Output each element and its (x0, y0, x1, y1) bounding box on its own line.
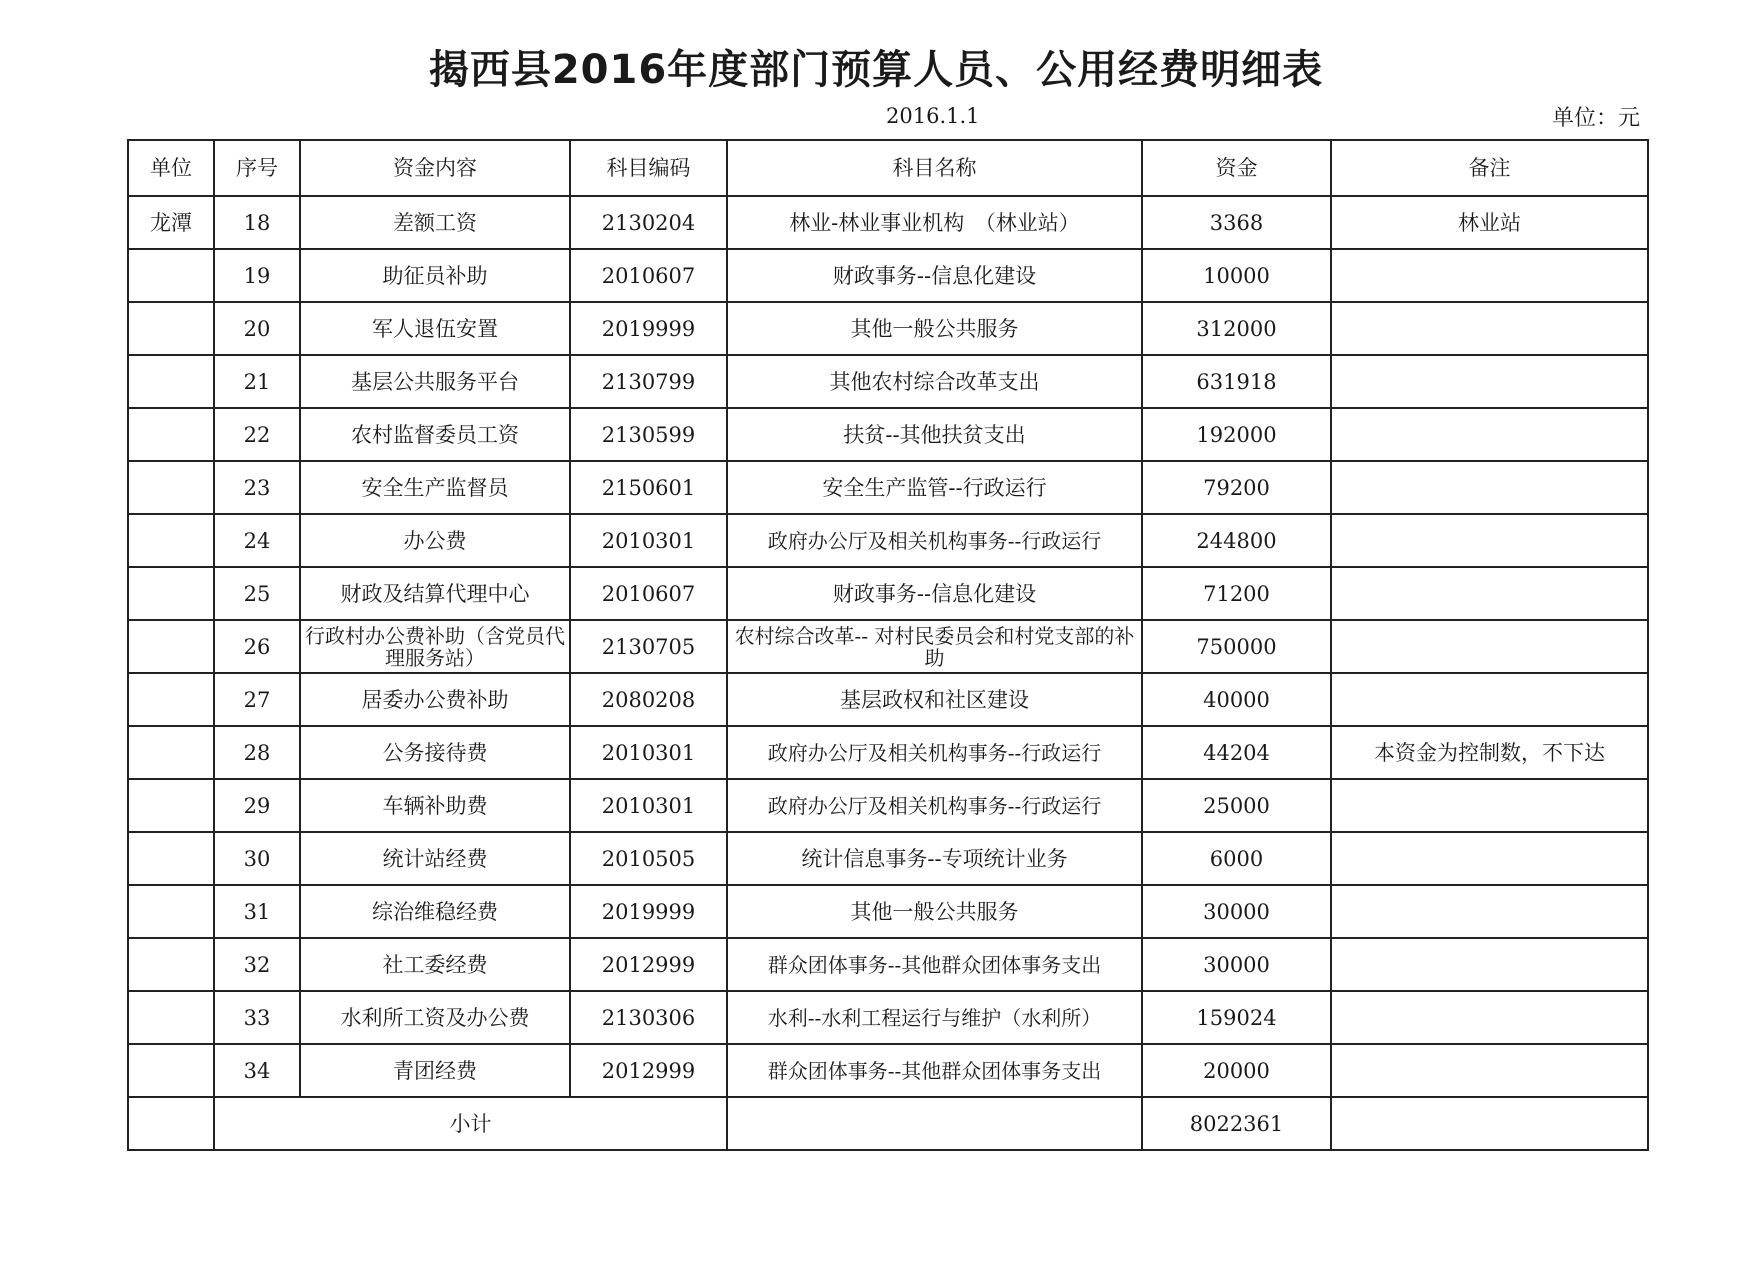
table-row (128, 938, 1648, 991)
cell-amount: 3368 (1142, 196, 1331, 249)
cell-content: 农村监督委员工资 (300, 408, 570, 461)
cell-content: 办公费 (300, 514, 570, 567)
cell-name: 其他一般公共服务 (727, 885, 1142, 938)
cell-code: 2080208 (570, 673, 727, 726)
cell-unit (128, 938, 214, 991)
cell-unit: 龙潭 (128, 196, 214, 249)
cell-note (1331, 249, 1648, 302)
cell-no: 21 (214, 355, 300, 408)
cell-note (1331, 885, 1648, 938)
cell-name: 农村综合改革-- 对村民委员会和村党支部的补助 (727, 620, 1142, 673)
cell-amount: 10000 (1142, 249, 1331, 302)
cell-note: 林业站 (1331, 196, 1648, 249)
cell-note: 本资金为控制数，不下达 (1331, 726, 1648, 779)
cell-code: 2010301 (570, 514, 727, 567)
cell-content: 基层公共服务平台 (300, 355, 570, 408)
cell-amount: 20000 (1142, 1044, 1331, 1097)
cell-note (1331, 567, 1648, 620)
table-body (128, 140, 1648, 1150)
cell-code: 2150601 (570, 461, 727, 514)
cell-unit (128, 832, 214, 885)
table-row (128, 620, 1648, 673)
cell-code: 2130705 (570, 620, 727, 673)
subtotal-amount: 8022361 (1142, 1097, 1331, 1150)
cell-amount: 6000 (1142, 832, 1331, 885)
cell-code: 2019999 (570, 885, 727, 938)
table-row (128, 461, 1648, 514)
table-row (128, 302, 1648, 355)
cell-no: 31 (214, 885, 300, 938)
cell-code: 2010607 (570, 567, 727, 620)
table-row (128, 885, 1648, 938)
cell-amount: 631918 (1142, 355, 1331, 408)
document-title: 揭西县2016年度部门预算人员、公用经费明细表 (428, 47, 1324, 93)
cell-note (1331, 620, 1648, 673)
header-content: 资金内容 (300, 140, 570, 196)
cell-amount: 312000 (1142, 302, 1331, 355)
subtotal-row (128, 1097, 1648, 1150)
cell-no: 20 (214, 302, 300, 355)
cell-content: 水利所工资及办公费 (300, 991, 570, 1044)
header-note: 备注 (1331, 140, 1648, 196)
cell-content: 行政村办公费补助（含党员代理服务站） (300, 620, 570, 673)
cell-name: 其他一般公共服务 (727, 302, 1142, 355)
cell-code: 2012999 (570, 938, 727, 991)
cell-name: 政府办公厅及相关机构事务--行政运行 (727, 514, 1142, 567)
cell-no: 30 (214, 832, 300, 885)
cell-amount: 750000 (1142, 620, 1331, 673)
cell-no: 33 (214, 991, 300, 1044)
cell-code: 2019999 (570, 302, 727, 355)
table-row (128, 408, 1648, 461)
subtotal-label: 小计 (214, 1097, 727, 1150)
cell-code: 2130306 (570, 991, 727, 1044)
header-unit: 单位 (128, 140, 214, 196)
table-row (128, 355, 1648, 408)
cell-no: 34 (214, 1044, 300, 1097)
cell-no: 27 (214, 673, 300, 726)
cell-note (1331, 673, 1648, 726)
subtotal-blank-unit (128, 1097, 214, 1150)
cell-content: 安全生产监督员 (300, 461, 570, 514)
cell-unit (128, 461, 214, 514)
table-row (128, 832, 1648, 885)
cell-note (1331, 302, 1648, 355)
cell-note (1331, 461, 1648, 514)
header-name: 科目名称 (727, 140, 1142, 196)
cell-name: 政府办公厅及相关机构事务--行政运行 (727, 779, 1142, 832)
cell-note (1331, 779, 1648, 832)
cell-content: 车辆补助费 (300, 779, 570, 832)
cell-note (1331, 938, 1648, 991)
cell-unit (128, 355, 214, 408)
cell-content: 社工委经费 (300, 938, 570, 991)
cell-name: 扶贫--其他扶贫支出 (727, 408, 1142, 461)
cell-note (1331, 1044, 1648, 1097)
cell-amount: 244800 (1142, 514, 1331, 567)
unit-label: 单位：元 (1552, 106, 1641, 131)
table-row (128, 991, 1648, 1044)
cell-unit (128, 726, 214, 779)
cell-no: 29 (214, 779, 300, 832)
cell-content: 居委办公费补助 (300, 673, 570, 726)
cell-name: 水利--水利工程运行与维护（水利所） (727, 991, 1142, 1044)
cell-note (1331, 991, 1648, 1044)
table-row (128, 249, 1648, 302)
cell-no: 28 (214, 726, 300, 779)
table-row (128, 196, 1648, 249)
cell-no: 32 (214, 938, 300, 991)
cell-unit (128, 567, 214, 620)
cell-code: 2130599 (570, 408, 727, 461)
cell-content: 青团经费 (300, 1044, 570, 1097)
subtotal-blank-note (1331, 1097, 1648, 1150)
cell-code: 2130799 (570, 355, 727, 408)
table-row (128, 1044, 1648, 1097)
cell-name: 安全生产监管--行政运行 (727, 461, 1142, 514)
cell-no: 25 (214, 567, 300, 620)
cell-no: 22 (214, 408, 300, 461)
cell-name: 政府办公厅及相关机构事务--行政运行 (727, 726, 1142, 779)
cell-name: 林业-林业事业机构 （林业站） (727, 196, 1142, 249)
cell-code: 2010301 (570, 726, 727, 779)
cell-content: 公务接待费 (300, 726, 570, 779)
cell-name: 基层政权和社区建设 (727, 673, 1142, 726)
header-no: 序号 (214, 140, 300, 196)
cell-name: 其他农村综合改革支出 (727, 355, 1142, 408)
cell-amount: 71200 (1142, 567, 1331, 620)
cell-unit (128, 991, 214, 1044)
cell-content: 差额工资 (300, 196, 570, 249)
header-code: 科目编码 (570, 140, 727, 196)
cell-unit (128, 302, 214, 355)
cell-unit (128, 885, 214, 938)
cell-amount: 159024 (1142, 991, 1331, 1044)
cell-unit (128, 408, 214, 461)
cell-amount: 25000 (1142, 779, 1331, 832)
cell-no: 24 (214, 514, 300, 567)
cell-no: 26 (214, 620, 300, 673)
cell-note (1331, 832, 1648, 885)
cell-note (1331, 408, 1648, 461)
cell-amount: 30000 (1142, 885, 1331, 938)
cell-no: 19 (214, 249, 300, 302)
cell-name: 统计信息事务--专项统计业务 (727, 832, 1142, 885)
cell-amount: 79200 (1142, 461, 1331, 514)
cell-amount: 44204 (1142, 726, 1331, 779)
cell-code: 2130204 (570, 196, 727, 249)
cell-unit (128, 249, 214, 302)
cell-unit (128, 779, 214, 832)
cell-note (1331, 355, 1648, 408)
table-row (128, 673, 1648, 726)
cell-unit (128, 1044, 214, 1097)
cell-code: 2010301 (570, 779, 727, 832)
cell-code: 2010607 (570, 249, 727, 302)
table-row (128, 567, 1648, 620)
table-row (128, 726, 1648, 779)
cell-name: 群众团体事务--其他群众团体事务支出 (727, 1044, 1142, 1097)
cell-content: 财政及结算代理中心 (300, 567, 570, 620)
cell-content: 统计站经费 (300, 832, 570, 885)
header-row (128, 140, 1648, 196)
table-row (128, 514, 1648, 567)
cell-name: 财政事务--信息化建设 (727, 249, 1142, 302)
cell-content: 助征员补助 (300, 249, 570, 302)
table-row (128, 779, 1648, 832)
budget-table (127, 139, 1649, 1151)
cell-code: 2010505 (570, 832, 727, 885)
cell-content: 综治维稳经费 (300, 885, 570, 938)
cell-no: 18 (214, 196, 300, 249)
cell-note (1331, 514, 1648, 567)
document-date: 2016.1.1 (886, 104, 980, 128)
cell-code: 2012999 (570, 1044, 727, 1097)
cell-content: 军人退伍安置 (300, 302, 570, 355)
cell-no: 23 (214, 461, 300, 514)
cell-amount: 40000 (1142, 673, 1331, 726)
cell-unit (128, 620, 214, 673)
cell-amount: 30000 (1142, 938, 1331, 991)
cell-unit (128, 514, 214, 567)
cell-amount: 192000 (1142, 408, 1331, 461)
cell-name: 财政事务--信息化建设 (727, 567, 1142, 620)
cell-name: 群众团体事务--其他群众团体事务支出 (727, 938, 1142, 991)
cell-unit (128, 673, 214, 726)
header-amount: 资金 (1142, 140, 1331, 196)
subtotal-blank-name (727, 1097, 1142, 1150)
